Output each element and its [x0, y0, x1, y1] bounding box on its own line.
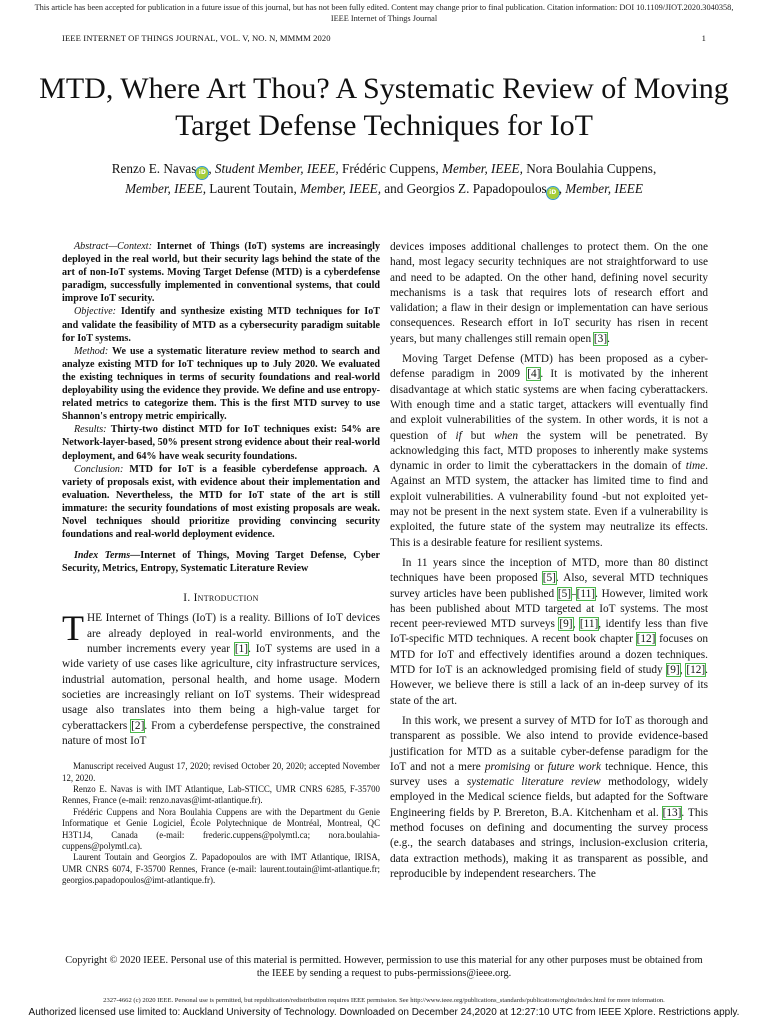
citation-link[interactable]: [4] [527, 368, 541, 381]
running-head [62, 33, 706, 43]
abstract-objective: Identify and synthesize existing MTD techniques for IoT and validate the feasibility of MTD as a cybersecurity paradigm suitable for IoT systems. [62, 306, 380, 344]
author-role: Student Member, IEEE, [214, 161, 339, 176]
citation-link[interactable]: [3] [593, 332, 608, 345]
abstract-results: Thirty-two distinct MTD for IoT techniques exist: 54% are Network-layer-based, 50% present strong evidence about their real-world deployment, and 64% have weak security foundations. [62, 424, 381, 462]
author-navas: Renzo E. Navas [111, 161, 197, 176]
permission-line: 2327-4662 (c) 2020 IEEE. Personal use is permitted, but republication/redistribution requires IEEE permission. See http://www.ieee.org/publications_standards/publications/rights/index.html for more information. [103, 997, 665, 1004]
section-heading: I. Introduction [183, 592, 259, 605]
author-list: Renzo E. Navas iD , Student Member, IEEE, Frédéric Cuppens, Member, IEEE, Nora Boulahia Cuppens, Member, IEEE, Laurent Toutain, Member, IEEE, and Georgios Z. Papadopoulos iD , Member, IEEE [40, 159, 728, 199]
copyright-notice: Copyright © 2020 IEEE. Personal use of this material is permitted. However, permission to use this material for any other purposes must be obtained from the IEEE by sending a request to pubs-permissions@ieee.org. [65, 955, 703, 979]
author-role: Member, IEEE, [441, 161, 523, 176]
abstract: Abstract—Context: Internet of Things (IoT) systems are increasingly deployed in the real world, but their security lags behind the state of the art of non-IoT systems. Moving Target Defense (MTD) is a cyberdefense paradigm, successfully implemented in conventional systems, that could improve IoT security. Objective: Identify and synthesize existing MTD techniques for IoT and validate the feasibility of MTD as a cybersecurity paradigm suitable for IoT systems. Method: We use a systematic literature review method to search and analyze existing MTD for IoT techniques up to July 2020. We evaluated the existing techniques in terms of security foundations and real-world deployability using the evidence they provide. We define and use entropy-related metrics to categorize them. This is the first MTD survey to use Shannon's entropy metric empirically. Results: Thirty-two distinct MTD for IoT techniques exist: 54% are Network-layer-based, 50% present strong evidence about their real-world deployment, and 64% have weak security foundations. Conclusion: MTD for IoT is a feasible cyberdefense approach. A variety of proposals exist, with evidence about their implementation and evaluation. Nevertheless, the MTD for IoT state of the art is still immature: the security foundations of most existing proposals are weak. Novel techniques should prioritize providing convincing security foundations and real-world deployment evidence. [62, 241, 381, 541]
license-line: Authorized licensed use limited to: Auckland University of Technology. Downloaded on December 24,2020 at 12:27:10 UTC from IEEE Xplore. Restrictions apply. [28, 1007, 740, 1018]
abstract-context: Internet of Things (IoT) systems are increasingly deployed in the real world, but their security lags behind the state of the art of non-IoT systems. Moving Target Defense (MTD) is a cyberdefense paradigm, successfully implemented in conventional systems, that could improve IoT security. [62, 241, 380, 305]
citation-link[interactable]: [2] [131, 719, 145, 732]
footnote-manuscript: Manuscript received August 17, 2020; revised October 20, 2020; accepted November 12, 2020. [62, 761, 380, 783]
footnote-affiliation: Laurent Toutain and Georgios Z. Papadopoulos are with IMT Atlantique, IRISA, UMR CNRS 6074, F-35700 Rennes, France (e-mail: laurent.toutain@imt-atlantique.fr; georgios.papadopoulos@imt-atlantique.fr). [62, 852, 380, 886]
body-paragraph: Moving Target Defense (MTD) has been proposed as a cyber-defense paradigm in 2009 [4]. It is motivated by the inherent disadvantage at which static systems are when facing cyberattackers. With enough time and a static target, attackers will eventually find and exploit vulnerabilities of the system. In other words, it is not a question of if but when the system will be penetrated. By acknowledging this fact, MTD proposes to inherently make systems dynamic in order to limit the cyberattackers in the domain of time. Against an MTD system, the attacker has limited time to find and exploit vulnerabilities. A vulnerability found -but not exploited yet- may not be present in the next system state. Even if a vulnerability is exploited, the future state of the system may neutralize its effects. This is a desirable feature for resilient systems. [390, 353, 708, 549]
citation-link[interactable]: [9] [559, 618, 573, 631]
citation-link[interactable]: [13] [662, 806, 682, 819]
body-paragraph: devices imposes additional challenges to protect them. On the one hand, most legacy security techniques are not straightforward to use and need to be adapted. On the other hand, defining novel security mechanisms is a task that requires lots of research effort and validation; a flaw in their design or implementation can have serious consequences. Research effort in IoT security has risen in recent years, but many challenges still remain open [3]. [390, 241, 708, 345]
body-paragraph: In 11 years since the inception of MTD, more than 80 distinct techniques have been proposed [5]. Also, several MTD techniques survey articles have been published [5]–[11]. However, limited work has been published about MTD targeted at IoT systems. The most recent peer-reviewed MTD surveys [9], [11], identify less than five IoT-specific MTD techniques. A recent book chapter [12] focuses on MTD for IoT and effectively identifies around a dozen techniques. MTD for IoT is an acknowledged promising field of study [9], [12]. However, we believe there is still a lack of an in-deep survey of its state of the art. [390, 556, 709, 707]
citation-link[interactable]: [5] [542, 572, 556, 585]
citation-link[interactable]: [9] [666, 664, 680, 677]
author-f-cuppens: Frédéric Cuppens, [342, 161, 439, 176]
paper-title: MTD, Where Art Thou? A Systematic Review of Moving Target Defense Techniques for IoT [39, 72, 729, 142]
abstract-conclusion: MTD for IoT is a feasible cyberdefense approach. A variety of proposals exist, with evidence about their implementation and evaluation. Nevertheless, the MTD for IoT state of the art is still immature: the security foundations of most existing proposals are weak. Novel techniques should prioritize providing convincing security foundations and real-world deployment evidence. [62, 463, 380, 541]
author-role: Member, IEEE, [125, 181, 206, 196]
intro-paragraph: THE Internet of Things (IoT) is a reality. Billions of IoT devices are already deployed in real-world environments, and the number increments every year [1]. IoT systems are used in a wide variety of use cases like agriculture, city infrastructure services, industrial automation, personal health, and home usage. Modern societies are increasingly reliant on IoT systems. Their widespread usage also translates into them being a high-value target for cyberattackers [2]. From a cyberdefense perspective, the constrained nature of most IoT [62, 608, 380, 747]
abstract-method: We use a systematic literature review method to search and analyze existing MTD for IoT techniques up to July 2020. We evaluated the existing techniques in terms of security foundations and real-world deployability using the evidence they provide. We define and use entropy-related metrics to categorize them. This is the first MTD survey to use Shannon's entropy metric empirically. [62, 345, 381, 423]
publication-notice: This article has been accepted for publication in a future issue of this journal, but has not been fully edited. Content may change prior to final publication. Citation information: DOI 10.1109/JIOT.2020.3040358, IEEE Internet of Things Journal [34, 3, 734, 23]
author-role: Member, IEEE, [300, 181, 381, 196]
index-terms: Index Terms—Internet of Things, Moving Target Defense, Cyber Security, Metrics, Entropy, Systematic Literature Review [62, 550, 380, 575]
page-number: 1 [701, 33, 706, 43]
footnote-affiliation: Frédéric Cuppens and Nora Boulahia Cuppens are with the Department du Genie Informatique et Genie Logiciel, École Polytechnique de Montréal, Montreal, QC H3T1J4, Canada (e-mail: frederic.cuppens@polymtl.ca; nora.boulahia-cuppens@polymtl.ca). [62, 806, 380, 851]
footnotes [62, 761, 380, 886]
author-papadopoulos: and Georgios Z. Papadopoulos [384, 181, 547, 196]
body-paragraph: In this work, we present a survey of MTD for IoT as thorough and transparent as possible. We also intend to provide evidence-based justification for MTD as a suitable cyber-defense paradigm for the IoT and not a mere promising or future work technique. Hence, this survey uses a systematic literature review methodology, widely employed in the Medical science fields, but adapted for the Software Engineering fields by P. Brereton, B.A. Kitchenham et al. [13]. This method focuses on defining and documenting the survey process (e.g., the search databases and strings, inclusion-exclusion criteria, data extraction methods), making it as transparent as possible, and reproducible by independent researchers. The [390, 714, 709, 880]
citation-link[interactable]: [5] [557, 587, 572, 600]
right-column [390, 240, 708, 882]
drop-cap: T [62, 608, 84, 649]
author-n-cuppens: Nora Boulahia Cuppens, [526, 161, 657, 176]
journal-name: IEEE INTERNET OF THINGS JOURNAL, VOL. V, NO. N, MMMM 2020 [62, 33, 331, 43]
orcid-icon[interactable]: iD [547, 187, 559, 199]
citation-link[interactable]: [12] [686, 664, 706, 677]
orcid-icon[interactable]: iD [196, 167, 208, 179]
citation-link[interactable]: [12] [636, 633, 656, 646]
citation-link[interactable]: [11] [579, 618, 599, 631]
author-toutain: Laurent Toutain, [209, 181, 297, 196]
author-role: Member, IEEE [565, 181, 643, 196]
citation-link[interactable]: [1] [234, 643, 249, 656]
citation-link[interactable]: [11] [576, 587, 596, 600]
left-column [62, 240, 380, 887]
footnote-affiliation: Renzo E. Navas is with IMT Atlantique, Lab-STICC, UMR CNRS 6285, F-35700 Rennes, France (e-mail: renzo.navas@imt-atlantique.fr). [62, 783, 380, 806]
